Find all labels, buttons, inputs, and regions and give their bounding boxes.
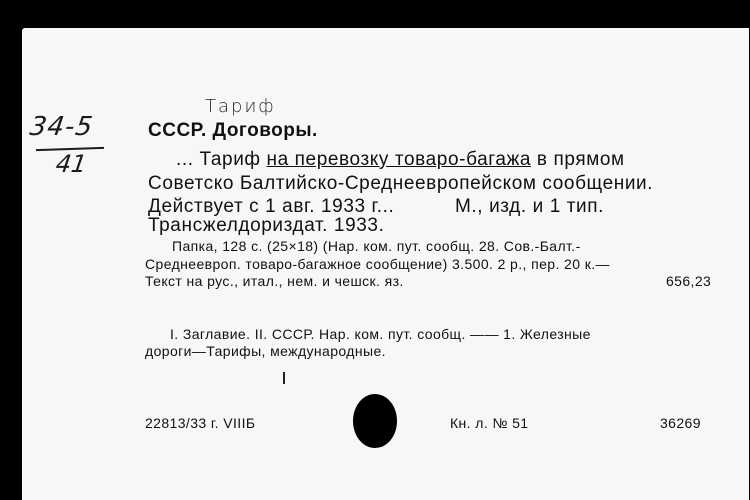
title-tail: в прямом xyxy=(531,149,625,170)
scan-border xyxy=(0,0,750,30)
title-underlined: на перевозку товаро-багажа xyxy=(266,149,532,170)
description-line-2: Среднеевроп. товаро-багажное сообщение) 3.500. 2 р., пер. 20 к.— xyxy=(145,256,610,272)
handwritten-note: Тариф xyxy=(205,96,276,117)
tracing-line-2: дороги—Тарифы, международные. xyxy=(145,343,386,359)
class-code: 656,23 xyxy=(666,273,712,289)
title-line-4: Трансжелдориздат. 1933. xyxy=(148,215,385,236)
punch-hole xyxy=(353,394,397,448)
title-lead: ... Тариф xyxy=(176,149,267,170)
footer-book-list: Кн. л. № 51 xyxy=(450,415,529,431)
footer-number: 36269 xyxy=(660,415,701,431)
footer-registration: 22813/33 г. VIIIБ xyxy=(145,415,256,431)
title-line-3: Действует с 1 авг. 1933 г... xyxy=(148,196,395,217)
card-heading: СССР. Договоры. xyxy=(148,120,318,141)
shelf-mark-top: 34-5 xyxy=(27,112,96,142)
imprint: М., изд. и 1 тип. xyxy=(455,196,605,217)
description-line-3: Текст на рус., итал., нем. и чешск. яз. xyxy=(145,273,404,289)
shelf-mark-bottom: 41 xyxy=(54,150,89,178)
description-line-1: Папка, 128 с. (25×18) (Нар. ком. пут. сообщ. 28. Сов.-Балт.- xyxy=(172,238,581,254)
tracing-line-1: I. Заглавие. II. СССР. Нар. ком. пут. сообщ. —— 1. Железные xyxy=(170,326,591,342)
title-line-2: Советско Балтийско-Среднеевропейском сообщении. xyxy=(148,173,654,194)
scan-mark xyxy=(283,372,285,384)
title-line-1 xyxy=(176,149,625,171)
